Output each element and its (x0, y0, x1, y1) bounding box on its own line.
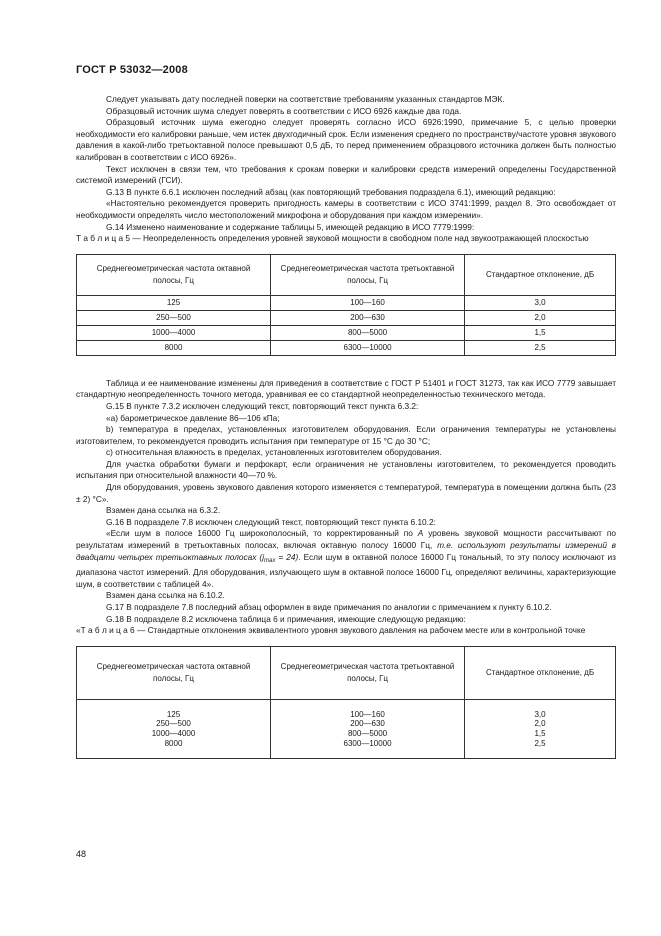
table6-caption-text: — Стандартные отклонения эквивалентного уровня звукового давления на рабочем месте или в контрольной точке (134, 625, 586, 636)
paragraph: Образцовый источник шума ежегодно следует проверять согласно ИСО 6926:1990, примечание 5, с целью проверки необходимости его калибровки раньше, чем истек двухгодичный срок. Если изменения среднего по пространству/частоте уровня звукового давления в какой-либо третьоктавной полосе превышают 0,5 дБ, то перед применением образцового источника должен быть полностью калиброван в соответствии с ИСО 6926». (76, 117, 616, 162)
table5-header-octave: Среднегеометрическая частота октавной полосы, Гц (77, 254, 271, 295)
table5-caption-text: — Неопределенность определения уровней звуковой мощности в свободном поле над звукоотражающей плоскостью (130, 233, 589, 244)
text-run-italic: = 24) (275, 551, 299, 562)
paragraph: Следует указывать дату последней поверки на соответствие требованиям указанных стандартов МЭК. (106, 94, 505, 104)
table-cell: 125 250—500 1000—4000 8000 (77, 699, 271, 758)
text-run-italic: т.е. используют результаты измерений в двадцати четырех третьоктавных полосах (j (76, 540, 616, 562)
table-cell: 200—630 (271, 310, 465, 325)
text-run: . Если шум в октавной полосе 16000 Гц тональный, то эту полосу исключают из диапазона частот измерений. Для оборудования, излучающего шум в октавной полосе 16000 Гц, определяют величины, характеризующие шум, в соответствии с таблицей 4». (76, 551, 616, 589)
paragraph: «а) барометрическое давление 86—106 кПа; (106, 412, 280, 423)
paragraph (76, 528, 616, 590)
table6-header-octave: Среднегеометрическая частота октавной полосы, Гц (77, 646, 271, 699)
table-cell: 250—500 (77, 310, 271, 325)
table6-header-third-octave: Среднегеометрическая частота третьоктавной полосы, Гц (271, 646, 465, 699)
table5-caption-lead: Т а б л и ц а 5 (76, 233, 131, 244)
paragraph: Текст исключен в связи тем, что требования к срокам поверки и калибровки средств измерений определены Государственной системой измерений (ГСИ). (76, 163, 616, 186)
table-cell: 100—160 200—630 800—5000 6300—10000 (271, 699, 465, 758)
table6-header-deviation: Стандартное отклонение, дБ (465, 646, 616, 699)
table-cell: 2,0 (465, 310, 616, 325)
document-header: ГОСТ Р 53032—2008 (76, 64, 188, 76)
text-run-italic: A (417, 528, 424, 539)
table5-header-third-octave: Среднегеометрическая частота третьоктавной полосы, Гц (271, 254, 465, 295)
table-cell: 3,0 2,0 1,5 2,5 (465, 699, 616, 758)
table5-header-deviation: Стандартное отклонение, дБ (465, 254, 616, 295)
paragraph: Таблица и ее наименование изменены для приведения в соответствие с ГОСТ Р 51401 и ГОСТ 31273, так как ИСО 7779 завышает стандартную неопределенность точного метода, уравнивая ее со стандартной неопределенностью технического метода. (76, 377, 616, 400)
paragraph: G.15 В пункте 7.3.2 исключен следующий текст, повторяющий текст пункта 6.3.2: (106, 400, 419, 411)
table-row (77, 699, 616, 758)
table-row (77, 325, 616, 340)
table-cell: 1000—4000 (77, 325, 271, 340)
table-cell: 8000 (77, 340, 271, 355)
paragraph: Образцовый источник шума следует поверять в соответствии с ИСО 6926 каждые два года. (106, 105, 462, 116)
table-cell: 3,0 (465, 295, 616, 310)
paragraph: Для оборудования, уровень звукового давления которого изменяется с температурой, температура в помещении должна быть (23 ± 2) °С». (76, 482, 616, 504)
paragraph: G.18 В подразделе 8.2 исключена таблица 6 и примечания, имеющие следующую редакцию: (106, 613, 466, 624)
paragraph: G.14 Изменено наименование и содержание таблицы 5, имеющей редакцию в ИСО 7779:1999: (106, 221, 475, 232)
table-cell: 100—160 (271, 295, 465, 310)
text-run: «Если шум в полосе 16000 Гц широкополосный, то корректированный по (106, 528, 418, 539)
table-cell: 800—5000 (271, 325, 465, 340)
table-cell: 2,5 (465, 340, 616, 355)
table6-caption (76, 625, 616, 637)
paragraph: Взамен дана ссылка на 6.3.2. (106, 505, 221, 516)
paragraph: G.13 В пункте 6.6.1 исключен последний абзац (как повторяющий требования подраздела 6.1), имеющий редакцию: (106, 186, 556, 197)
table-row (77, 295, 616, 310)
table-cell: 6300—10000 (271, 340, 465, 355)
paragraph: G.16 В подразделе 7.8 исключен следующий текст, повторяющий текст пункта 6.10.2: (106, 516, 436, 527)
paragraph: Для участка обработки бумаги и перфокарт, если ограничения не установлены изготовителем, то рекомендуется проводить испытания при относительной влажности 40—70 %. (76, 458, 616, 481)
paragraph: G.17 В подразделе 7.8 последний абзац оформлен в виде примечания по аналогии с примечанием к пункту 6.10.2. (106, 602, 552, 612)
paragraph: «Настоятельно рекомендуется проверить пригодность камеры в соответствии с ИСО 3741:1999, раздел 8. Это освобождает от необходимости определять число местоположений микрофона и оборудования при каждом измерении». (76, 198, 616, 220)
table-row (77, 310, 616, 325)
page-content (76, 94, 616, 759)
table5-caption (76, 233, 616, 245)
text-run: уровень звуковой мощности рассчитывают по результатам измерений в третьоктавных полосах, включая октавную полосу 16000 Гц, (76, 528, 616, 551)
paragraph: Взамен дана ссылка на 6.10.2. (106, 590, 225, 601)
page-number: 48 (76, 849, 87, 859)
table-5 (76, 254, 616, 356)
table-cell: 125 (77, 295, 271, 310)
table-row (77, 340, 616, 355)
paragraph: b) температура в пределах, установленных изготовителем оборудования. Если ограничения температуры не установлены изготовителем, то рекомендуется проводить испытания при температуре от 15 °С до 30 °С; (76, 424, 616, 446)
paragraph: с) относительная влажность в пределах, установленных изготовителем оборудования. (106, 447, 442, 458)
table-cell: 1,5 (465, 325, 616, 340)
subscript: max (264, 557, 276, 564)
table-6 (76, 646, 616, 759)
table6-caption-lead: «Т а б л и ц а 6 (76, 625, 135, 636)
